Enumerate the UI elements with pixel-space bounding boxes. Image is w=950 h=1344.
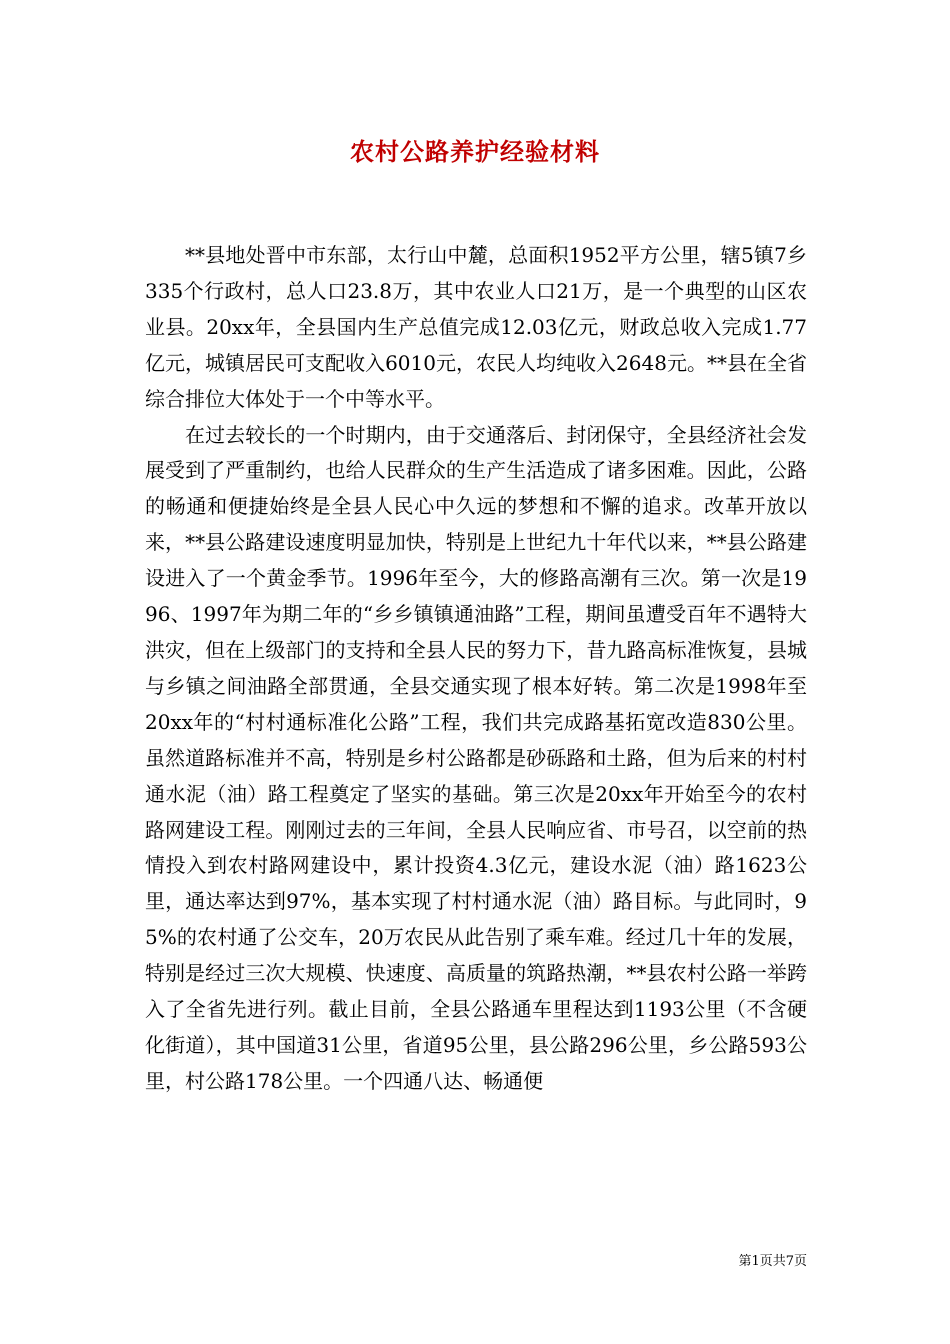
document-title: 农村公路养护经验材料 (350, 137, 600, 166)
paragraph-2: 在过去较长的一个时期内，由于交通落后、封闭保守，全县经济社会发展受到了严重制约，也给人民群众的生产生活造成了诸多困难。因此，公路的畅通和便捷始终是全县人民心中久远的梦想和不懈的追求。改革开放以来，**县公路建设速度明显加快，特别是上世纪九十年代以来，**县公路建设进入了一个黄金季节。1996年至今，大的修路高潮有三次。第一次是1996、1997年为期二年的“乡乡镇镇通油路”工程，期间虽遭受百年不遇特大洪灾，但在上级部门的支持和全县人民的努力下，昔九路高标准恢复，县城与乡镇之间油路全部贯通，全县交通实现了根本好转。第二次是1998年至20xx年的“村村通标准化公路”工程，我们共完成路基拓宽改造830公里。虽然道路标准并不高，特别是乡村公路都是砂砾路和土路，但为后来的村村通水泥（油）路工程奠定了坚实的基础。第三次是20xx年开始至今的农村路网建设工程。刚刚过去的三年间，全县人民响应省、市号召，以空前的热情投入到农村路网建设中，累计投资4.3亿元，建设水泥（油）路1623公里，通达率达到97%，基本实现了村村通水泥（油）路目标。与此同时，95%的农村通了公交车，20万农民从此告别了乘车难。经过几十年的发展，特别是经过三次大规模、快速度、高质量的筑路热潮，**县农村公路一举跨入了全省先进行列。截止目前，全县公路通车里程达到1193公里（不含硬化街道），其中国道31公里，省道95公里，县公路296公里，乡公路593公里，村公路178公里。一个四通八达、畅通便 (145, 422, 807, 1093)
document-body (145, 238, 807, 1100)
paragraph-1: **县地处晋中市东部，太行山中麓，总面积1952平方公里，辖5镇7乡335个行政村，总人口23.8万，其中农业人口21万，是一个典型的山区农业县。20xx年，全县国内生产总值完成12.03亿元，财政总收入完成1.77亿元，城镇居民可支配收入6010元，农民人均纯收入2648元。**县在全省综合排位大体处于一个中等水平。 (145, 243, 807, 411)
page-number: 第1页共7页 (738, 1254, 807, 1269)
